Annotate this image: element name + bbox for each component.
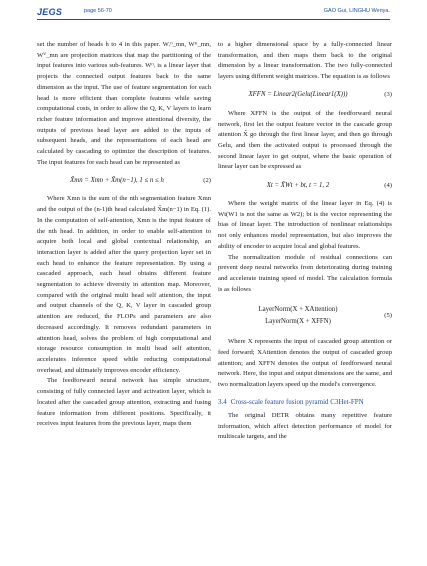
section-title: Cross-scale feature fusion pyramid C3Het-FPN bbox=[230, 397, 364, 406]
equation-5-number: (5) bbox=[384, 312, 392, 319]
equation-3 bbox=[218, 89, 392, 103]
right-paragraph-4: The normalization module of residual connections can prevent deep neural networks from deteriorating during training and accelerate training speed of model. The calculation formula is as follows bbox=[218, 253, 392, 293]
equation-4-body: Xt = X̃Wt + bt, t = 1, 2 bbox=[266, 181, 330, 189]
equation-5-body bbox=[218, 304, 378, 328]
page-range: page 56-70 bbox=[84, 8, 112, 14]
equation-4-number: (4) bbox=[384, 181, 392, 189]
right-column bbox=[218, 40, 392, 443]
equation-3-body: XFFN = Linear2(Gelu(Linear1(X))) bbox=[248, 91, 348, 99]
equation-4 bbox=[218, 179, 392, 193]
running-authors: GAO Gui, LINGHU Wenya. bbox=[323, 8, 390, 14]
equation-5-line-1: LayerNorm(X + XAttention) bbox=[258, 306, 338, 314]
page-header bbox=[0, 0, 427, 22]
right-paragraph-2: Where XFFN is the output of the feedforward neural network, first let the output feature vector in the cascade group attention X̃ go through the first linear layer, and then go through Gelu, and then the activated output is processed through the second linear layer to get output, where the basic operation of linear layer can be expressed as bbox=[218, 109, 392, 171]
section-heading bbox=[218, 397, 392, 407]
section-number: 3.4 bbox=[218, 397, 227, 406]
header-rule bbox=[37, 19, 390, 20]
equation-5 bbox=[218, 301, 392, 331]
left-paragraph-3: The feedforward neural network has simple structure, consisting of fully connected layer and activation layer, which is located after the cascaded group attention, extracting and fusing feature information from different positions. Specifically, it receives input features from the previous layer, maps them bbox=[37, 377, 211, 428]
equation-3-number: (3) bbox=[384, 91, 392, 99]
right-paragraph-5: Where X represents the input of cascaded group attention or feed forward; XAttention denotes the output of cascaded group attention; and XFFN denotes the output of feedforward neural network. Here, the input and output dimensions are the same, and two normalization layers speed up the model's convergence. bbox=[218, 338, 392, 389]
journal-logo: JEGS bbox=[37, 7, 63, 17]
right-paragraph-3: Where the weight matrix of the linear layer in Eq. (4) is Wt(W1 is not the same as W2); bt is the vector representing the bias of linear layer. The introduction of nonlinear relationships not only enhances model representation, but also improves the ability of encoder to acquire local and global features. bbox=[218, 200, 392, 250]
equation-2-number: (2) bbox=[203, 177, 211, 185]
left-paragraph-2: Where Xmn is the sum of the nth segmentation feature Xmn and the output of the (n-1)th head calculated X̃m(n−1) in Eq. (1). In the computation of self-attention, Xmn is the input feature of the nth head. In addition, in order to enable self-attention to acquire both local and global contextual relationship, an interaction layer is added after the query projection layer set in each head to enhance the feature representation. By using a cascaded approach, each head obtains different feature segmentation to achieve diversity in attention map. Moreover, compared with the original multi head self attention, the input and output channels of the Q, K, V layer in cascaded group attention are reduced, the FLOPs and parameters are also decreased accordingly. It removes redundant parameters in attention head, solves the problem of high computational and storage resource consumption in multi head self attention, accelerates inference speed while reducing computational overhead, and ultimately improves encoder efficiency. bbox=[37, 195, 211, 374]
left-column bbox=[37, 40, 211, 430]
left-paragraph-1: set the number of heads h to 4 in this paper. Wᵢᴼ_mn, Wᴷ_mn, Wⱽ_mn are projection matrices that map the partitioning of the input features into various sub-features. Wᴼᵢ is a linear layer that projects the connected output features back to the same dimension as the input. The use of feature segmentation for each head is more efficient than complete features while saving computational costs, in order to allow the Q, K, V layers to learn richer feature information and improve attentional diversity, the outputs of previous head layer are added to the inputs of subsequent heads, and the representations of each head are calculated by cascading to optimize the description of features. The input features for each head can be represented as bbox=[37, 41, 211, 166]
right-paragraph-6: The original DETR obtains many repetitive feature information, which affect detection performance of model for multiscale targets, and the bbox=[218, 411, 392, 441]
equation-5-line-2: LayerNorm(X + XFFN) bbox=[265, 318, 331, 326]
equation-2 bbox=[37, 174, 211, 188]
right-paragraph-1: to a higher dimensional space by a fully-connected linear transformation, and then maps them back to the original dimension by a linear transformation. The two fully-connected layers using different weight matrices. The equation is as follows bbox=[218, 41, 392, 81]
equation-2-body: X̃mn = Xmn + X̃m(n−1), 1 ≤ n ≤ h bbox=[70, 177, 164, 185]
